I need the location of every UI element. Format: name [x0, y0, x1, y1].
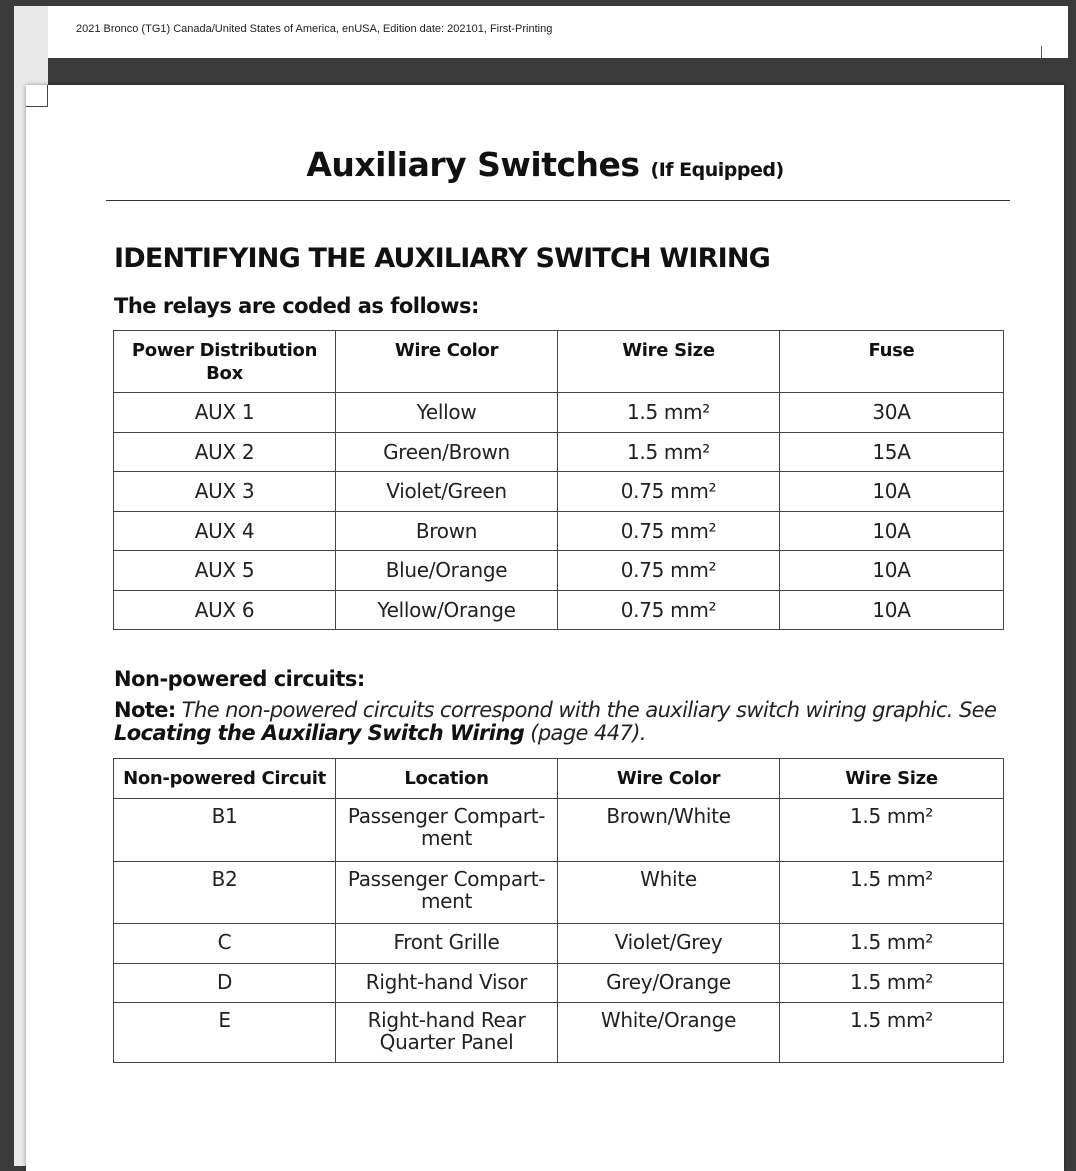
table-cell: White	[558, 861, 780, 924]
table-cell: AUX 3	[114, 472, 336, 512]
note-label: Note:	[114, 698, 176, 722]
relay-table	[113, 330, 1004, 630]
relay-header-fuse: Fuse	[780, 331, 1004, 393]
table-cell: 0.75 mm²	[558, 472, 780, 512]
table-cell: White/Orange	[558, 1003, 780, 1063]
table-cell: Front Grille	[336, 924, 558, 964]
table-cell: 15A	[780, 432, 1004, 472]
table-cell: Violet/Grey	[558, 924, 780, 964]
circuit-table-header-row	[114, 759, 1004, 799]
page-title	[26, 145, 1064, 184]
table-row	[114, 799, 1004, 862]
table-row	[114, 393, 1004, 433]
table-cell: AUX 5	[114, 551, 336, 591]
note-text: The non-powered circuits correspond with the auxiliary switch wiring graphic. See	[181, 698, 997, 722]
table-cell: Grey/Orange	[558, 963, 780, 1003]
note-paragraph	[114, 699, 1014, 745]
table-cell: 0.75 mm²	[558, 511, 780, 551]
previous-page-fragment	[48, 6, 1068, 58]
document-page	[26, 85, 1064, 1171]
table-cell: 0.75 mm²	[558, 590, 780, 630]
table-cell: Brown/White	[558, 799, 780, 862]
table-cell: Passenger Compart- ment	[336, 799, 558, 862]
table-row	[114, 861, 1004, 924]
table-cell: 10A	[780, 472, 1004, 512]
circuit-table	[113, 758, 1004, 1063]
table-cell: 10A	[780, 511, 1004, 551]
table-cell: 1.5 mm²	[780, 924, 1004, 964]
table-cell: 0.75 mm²	[558, 551, 780, 591]
relay-header-wire-size: Wire Size	[558, 331, 780, 393]
table-cell: 1.5 mm²	[558, 432, 780, 472]
circuit-header-location: Location	[336, 759, 558, 799]
table-cell: 1.5 mm²	[780, 799, 1004, 862]
table-cell: Right-hand Rear Quarter Panel	[336, 1003, 558, 1063]
table-cell: 1.5 mm²	[558, 393, 780, 433]
table-row	[114, 1003, 1004, 1063]
table-cell: 1.5 mm²	[780, 861, 1004, 924]
table-row	[114, 432, 1004, 472]
title-divider	[106, 200, 1010, 201]
relay-table-header-row	[114, 331, 1004, 393]
table-cell: Brown	[336, 511, 558, 551]
section-heading: IDENTIFYING THE AUXILIARY SWITCH WIRING	[114, 243, 771, 274]
table-cell: AUX 2	[114, 432, 336, 472]
table-cell: Blue/Orange	[336, 551, 558, 591]
table-row	[114, 472, 1004, 512]
table-cell: Passenger Compart- ment	[336, 861, 558, 924]
relays-heading: The relays are coded as follows:	[114, 294, 479, 318]
page-title-suffix: (If Equipped)	[650, 159, 784, 181]
table-cell: Yellow	[336, 393, 558, 433]
table-row	[114, 511, 1004, 551]
table-cell: Violet/Green	[336, 472, 558, 512]
table-cell: Green/Brown	[336, 432, 558, 472]
table-cell: B2	[114, 861, 336, 924]
table-row	[114, 963, 1004, 1003]
relay-header-power-distribution-box: Power Distribution Box	[114, 331, 336, 393]
relay-header-wire-color: Wire Color	[336, 331, 558, 393]
table-cell: AUX 6	[114, 590, 336, 630]
table-cell: E	[114, 1003, 336, 1063]
nonpowered-heading: Non-powered circuits:	[114, 667, 365, 691]
table-cell: 10A	[780, 590, 1004, 630]
table-cell: 10A	[780, 551, 1004, 591]
circuit-header-wire-color: Wire Color	[558, 759, 780, 799]
table-cell: AUX 4	[114, 511, 336, 551]
note-page-ref: (page 447).	[530, 721, 646, 745]
page-tick-mark	[1041, 46, 1042, 58]
table-cell: B1	[114, 799, 336, 862]
table-cell: C	[114, 924, 336, 964]
table-row	[114, 590, 1004, 630]
table-cell: Yellow/Orange	[336, 590, 558, 630]
table-cell: Right-hand Visor	[336, 963, 558, 1003]
table-cell: 30A	[780, 393, 1004, 433]
crop-mark	[26, 85, 48, 107]
table-cell: D	[114, 963, 336, 1003]
circuit-header-nonpowered-circuit: Non-powered Circuit	[114, 759, 336, 799]
page-title-main: Auxiliary Switches	[306, 145, 640, 184]
table-row	[114, 924, 1004, 964]
table-cell: 1.5 mm²	[780, 1003, 1004, 1063]
table-cell: AUX 1	[114, 393, 336, 433]
note-link[interactable]: Locating the Auxiliary Switch Wiring	[114, 721, 525, 745]
table-row	[114, 551, 1004, 591]
circuit-header-wire-size: Wire Size	[780, 759, 1004, 799]
previous-page-header: 2021 Bronco (TG1) Canada/United States of America, enUSA, Edition date: 202101, First-Printing	[76, 23, 553, 35]
table-cell: 1.5 mm²	[780, 963, 1004, 1003]
